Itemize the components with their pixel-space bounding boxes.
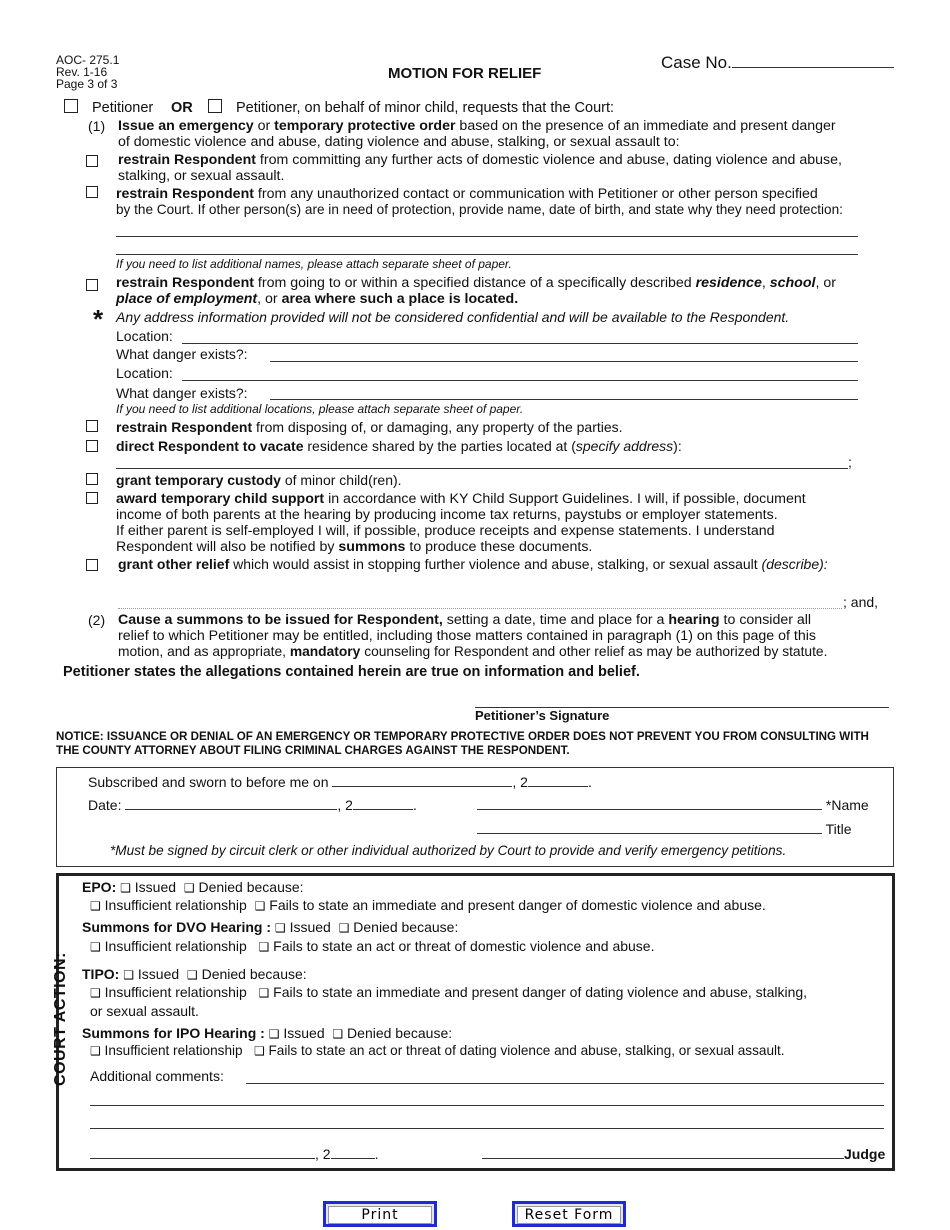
restrain-distance-text: restrain Respondent from going to or within a specified distance of a specifically described residence, school, or place of employment, or area where such a place is located. [116,275,836,307]
item1-text: Issue an emergency or temporary protective order based on the presence of an immediate and present danger of domestic violence and abuse, dating violence and abuse, stalking, or sexual assault to: [118,118,836,150]
case-number [661,53,894,73]
epo-reasons: ❑ Insufficient relationship ❑ Fails to state an immediate and present danger of domestic violence and abuse. [90,897,766,913]
judge-signature-line: Judge [482,1146,885,1162]
child-support-text: award temporary child support in accordance with KY Child Support Guidelines. I will, if possible, document income of both parents at the hearing by producing income tax returns, paystubs or employer statements. If either parent is self-employed I will, if possible, produce receipts and expense statements. I understand Respondent will also be notified by summons to produce these documents. [116,491,806,555]
clerk-note: *Must be signed by circuit clerk or other individual authorized by Court to provide and verify emergency petitions. [110,843,787,858]
sworn-year-field[interactable] [353,809,413,810]
page-title: MOTION FOR RELIEF [388,65,542,82]
dvo-insufficient-checkbox[interactable]: ❑ [90,940,101,954]
tipo-fails-checkbox[interactable]: ❑ [258,986,270,1000]
epo-line: EPO: ❑ Issued ❑ Denied because: [82,879,304,895]
location-label-1: Location: [116,328,173,344]
other-relief-checkbox[interactable] [86,559,98,571]
restrain-acts-text: restrain Respondent from committing any further acts of domestic violence and abuse, dating violence and abuse, stalking, or sexual assault. [118,152,842,184]
petitioner-label: Petitioner [92,100,154,116]
tipo-line: TIPO: ❑ Issued ❑ Denied because: [82,966,307,982]
ipo-fails-checkbox[interactable]: ❑ [253,1044,265,1058]
date-line: Date: , 2 . [88,797,417,813]
vacate-text: direct Respondent to vacate residence shared by the parties located at (specify address): [116,438,682,454]
danger-label-1: What danger exists?: [116,346,248,362]
notice-text: NOTICE: ISSUANCE OR DENIAL OF AN EMERGENCY OR TEMPORARY PROTECTIVE ORDER DOES NOT PREVENT YOU FROM CONSULTING WITH THE COUNTY ATTORNEY ABOUT FILING CRIMINAL CHARGES AGAINST THE RESPONDENT. [56,730,869,757]
judge-year-field[interactable] [331,1158,375,1159]
tipo-reasons: ❑ Insufficient relationship ❑ Fails to state an immediate and present danger of dating violence and abuse, stalking, [90,984,808,1000]
ipo-issued-checkbox[interactable]: ❑ [268,1027,280,1041]
danger-field-1[interactable] [270,361,858,362]
judge-date-field[interactable] [90,1158,315,1159]
case-no-label: Case No. [661,53,732,72]
item2-text: Cause a summons to be issued for Respondent, setting a date, time and place for a hearing to consider all relief to which Petitioner may be entitled, including those matters contained in paragraph (1) on this page of this motion, and as appropriate, mandatory counseling for Respondent and other relief as may be authorized by statute. [118,612,828,659]
comments-field-1[interactable] [246,1083,884,1084]
location-label-2: Location: [116,365,173,381]
form-revision: Rev. 1-16 [56,65,108,79]
judge-date-line: , 2 . [90,1146,378,1162]
name-line: *Name [477,797,869,813]
ipo-line: Summons for IPO Hearing : ❑ Issued ❑ Denied because: [82,1025,453,1041]
protected-persons-line-1[interactable] [116,236,858,237]
clerk-title-field[interactable] [477,833,822,834]
vacate-checkbox[interactable] [86,440,98,452]
epo-insufficient-checkbox[interactable]: ❑ [90,899,101,913]
tipo-insufficient-checkbox[interactable]: ❑ [90,986,101,1000]
danger-field-2[interactable] [270,399,858,400]
additional-locations-note: If you need to list additional locations, please attach separate sheet of paper. [116,402,524,416]
sworn-date-field[interactable] [125,809,337,810]
judge-signature-field[interactable] [482,1158,844,1159]
location-field-2[interactable] [182,380,858,381]
tipo-issued-checkbox[interactable]: ❑ [123,968,134,982]
restrain-property-checkbox[interactable] [86,420,98,432]
custody-text: grant temporary custody of minor child(ren). [116,472,402,488]
restrain-contact-checkbox[interactable] [86,186,98,198]
form-id-block [56,54,119,90]
subscribed-date-field[interactable] [332,786,512,787]
comments-field-3[interactable] [90,1128,884,1129]
form-id: AOC- 275.1 [56,53,120,67]
allegation-statement: Petitioner states the allegations contained herein are true on information and belief. [63,664,640,680]
case-no-field[interactable] [732,67,894,68]
petitioner-minor-checkbox[interactable] [208,99,222,113]
location-field-1[interactable] [182,343,858,344]
asterisk-icon: * [93,304,104,334]
subscribed-line: Subscribed and sworn to before me on , 2 . [88,774,592,790]
dvo-line: Summons for DVO Hearing : ❑ Issued ❑ Denied because: [82,919,459,935]
danger-label-2: What danger exists?: [116,385,248,401]
other-relief-text: grant other relief which would assist in stopping further violence and abuse, stalking, or sexual assault (describe): [118,556,828,572]
ipo-reasons: ❑ Insufficient relationship ❑ Fails to state an act or threat of dating violence and abuse, stalking, or sexual assault. [90,1043,785,1058]
ipo-insufficient-checkbox[interactable]: ❑ [90,1044,101,1058]
comments-field-2[interactable] [90,1105,884,1106]
tipo-reasons-cont: or sexual assault. [90,1003,199,1019]
other-relief-field[interactable] [118,608,842,609]
other-relief-and: ; and, [843,594,879,610]
court-action-box [56,873,895,1171]
ipo-denied-checkbox[interactable]: ❑ [332,1027,344,1041]
title-line: Title [477,821,852,837]
reset-form-button[interactable]: Reset Form [512,1201,626,1227]
dvo-issued-checkbox[interactable]: ❑ [274,921,286,935]
clerk-name-field[interactable] [477,809,822,810]
comments-label: Additional comments: [90,1068,224,1084]
restrain-contact-text: restrain Respondent from any unauthorized contact or communication with Petitioner or other person specified by the Court. If other person(s) are in need of protection, provide name, date of birth, and state why they need protection: [116,186,843,217]
petitioner-minor-label: Petitioner, on behalf of minor child, requests that the Court: [236,100,615,116]
page-number: Page 3 of 3 [56,77,118,91]
vacate-semicolon: ; [848,454,852,470]
additional-names-note: If you need to list additional names, please attach separate sheet of paper. [116,257,512,271]
item1-number: (1) [88,118,106,134]
court-action-label: COURT ACTION: [51,952,69,1086]
restrain-property-text: restrain Respondent from disposing of, or damaging, any property of the parties. [116,419,623,435]
child-support-checkbox[interactable] [86,492,98,504]
protected-persons-line-2[interactable] [116,254,858,255]
epo-issued-checkbox[interactable]: ❑ [120,881,131,895]
petitioner-checkbox[interactable] [64,99,78,113]
restrain-distance-checkbox[interactable] [86,279,98,291]
vacate-address-field[interactable] [116,468,848,469]
item2-number: (2) [88,612,106,628]
print-button[interactable]: Print [323,1201,437,1227]
epo-fails-checkbox[interactable]: ❑ [254,899,266,913]
petitioner-signature-label: Petitioner’s Signature [475,708,610,723]
epo-denied-checkbox[interactable]: ❑ [183,881,195,895]
dvo-fails-checkbox[interactable]: ❑ [258,940,270,954]
or-label: OR [171,100,193,116]
custody-checkbox[interactable] [86,473,98,485]
dvo-reasons: ❑ Insufficient relationship ❑ Fails to state an act or threat of domestic violence and abuse. [90,938,655,954]
address-warning: Any address information provided will not be considered confidential and will be available to the Respondent. [116,309,790,325]
dvo-denied-checkbox[interactable]: ❑ [338,921,350,935]
restrain-acts-checkbox[interactable] [86,155,98,167]
subscribed-year-field[interactable] [528,786,588,787]
tipo-denied-checkbox[interactable]: ❑ [186,968,198,982]
